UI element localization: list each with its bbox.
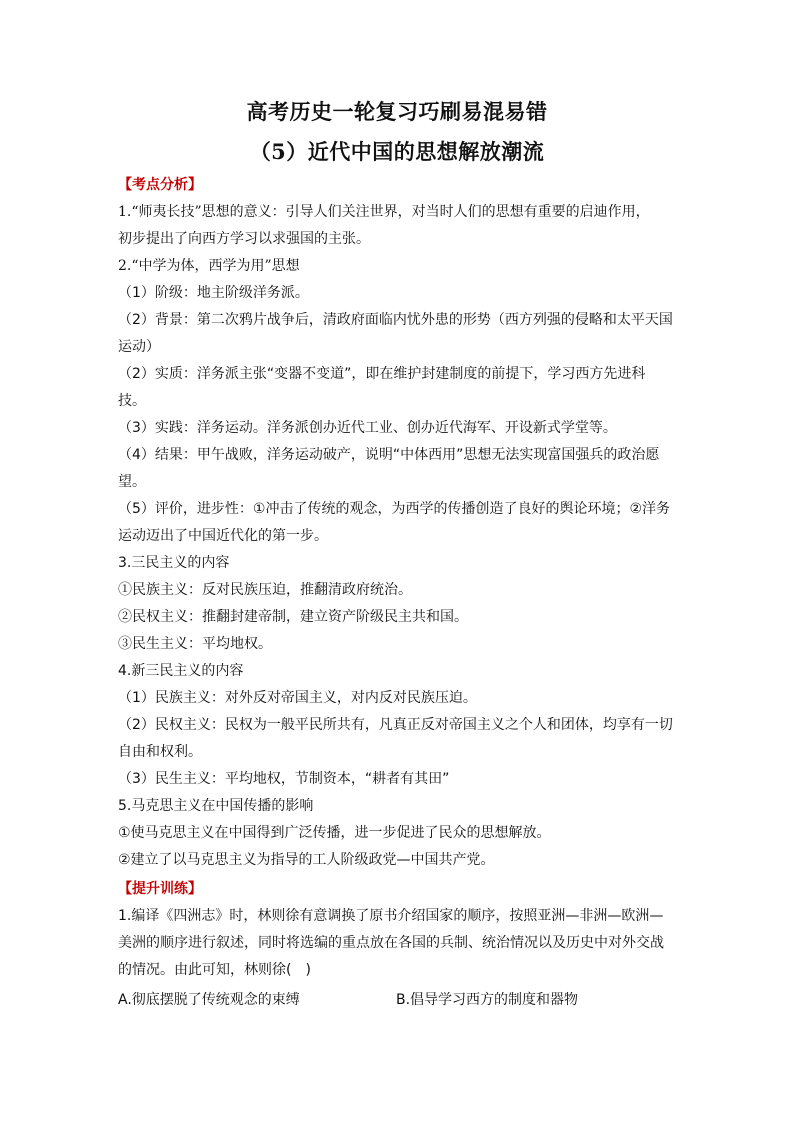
text-line: （4）结果：甲午战败，洋务运动破产，说明“中体西用”思想无法实现富国强兵的政治愿 [118, 447, 660, 463]
question-text-line: 的情况。由此可知，林则徐( ) [118, 962, 311, 978]
text-line: （3）实践：洋务运动。洋务派创办近代工业、创办近代海军、开设新式学堂等。 [118, 420, 617, 436]
text-line: 望。 [118, 474, 146, 490]
text-line: （1）阶级：地主阶级洋务派。 [118, 285, 309, 301]
text-line: 4.新三民主义的内容 [118, 663, 244, 679]
answer-option-a: A.彻底摆脱了传统观念的束缚 [118, 992, 300, 1008]
text-line: 2.“中学为体，西学为用”思想 [118, 258, 300, 274]
text-line: 1.“师夷长技”思想的意义：引导人们关注世界，对当时人们的思想有重要的启迪作用， [118, 204, 650, 220]
text-line: 自由和权利。 [118, 744, 202, 760]
text-line: （3）民生主义：平均地权，节制资本，“耕者有其田” [118, 771, 450, 787]
text-line: 3.三民主义的内容 [118, 555, 230, 571]
text-line: ③民生主义：平均地权。 [118, 636, 272, 652]
text-line: ②建立了以马克思主义为指导的工人阶级政党—中国共产党。 [118, 852, 495, 868]
text-line: 运动迈出了中国近代化的第一步。 [118, 528, 328, 544]
text-line: ①使马克思主义在中国得到广泛传播，进一步促进了民众的思想解放。 [118, 825, 551, 841]
section-heading-training: 【提升训练】 [118, 881, 202, 897]
question-text-line: 美洲的顺序进行叙述，同时将选编的重点放在各国的兵制、统治情况以及历史中对外交战 [118, 935, 664, 951]
document-title: 高考历史一轮复习巧刷易混易错 [246, 99, 548, 124]
document-subtitle: （5）近代中国的思想解放潮流 [249, 139, 545, 164]
text-line: 技。 [118, 393, 146, 409]
text-line: 5.马克思主义在中国传播的影响 [118, 798, 314, 814]
text-line: （2）实质：洋务派主张“变器不变道”，即在维护封建制度的前提下，学习西方先进科 [118, 366, 646, 382]
text-line: （1）民族主义：对外反对帝国主义，对内反对民族压迫。 [118, 690, 477, 706]
text-line: 运动） [118, 339, 160, 355]
text-line: （5）评价，进步性：①冲击了传统的观念，为西学的传播创造了良好的舆论环境；②洋务 [118, 501, 671, 517]
question-text-line: 1.编译《四洲志》时，林则徐有意调换了原书介绍国家的顺序，按照亚洲—非洲—欧洲— [118, 908, 664, 924]
section-heading-analysis: 【考点分析】 [118, 177, 202, 193]
text-line: （2）背景：第二次鸦片战争后，清政府面临内忧外患的形势（西方列强的侵略和太平天国 [118, 312, 673, 328]
text-line: ①民族主义：反对民族压迫，推翻清政府统治。 [118, 582, 412, 598]
text-line: （2）民权主义：民权为一般平民所共有，凡真正反对帝国主义之个人和团体，均享有一切 [118, 717, 673, 733]
text-line: 初步提出了向西方学习以求强国的主张。 [118, 231, 370, 247]
answer-option-b: B.倡导学习西方的制度和器物 [396, 992, 579, 1008]
text-line: ②民权主义：推翻封建帝制，建立资产阶级民主共和国。 [118, 609, 468, 625]
